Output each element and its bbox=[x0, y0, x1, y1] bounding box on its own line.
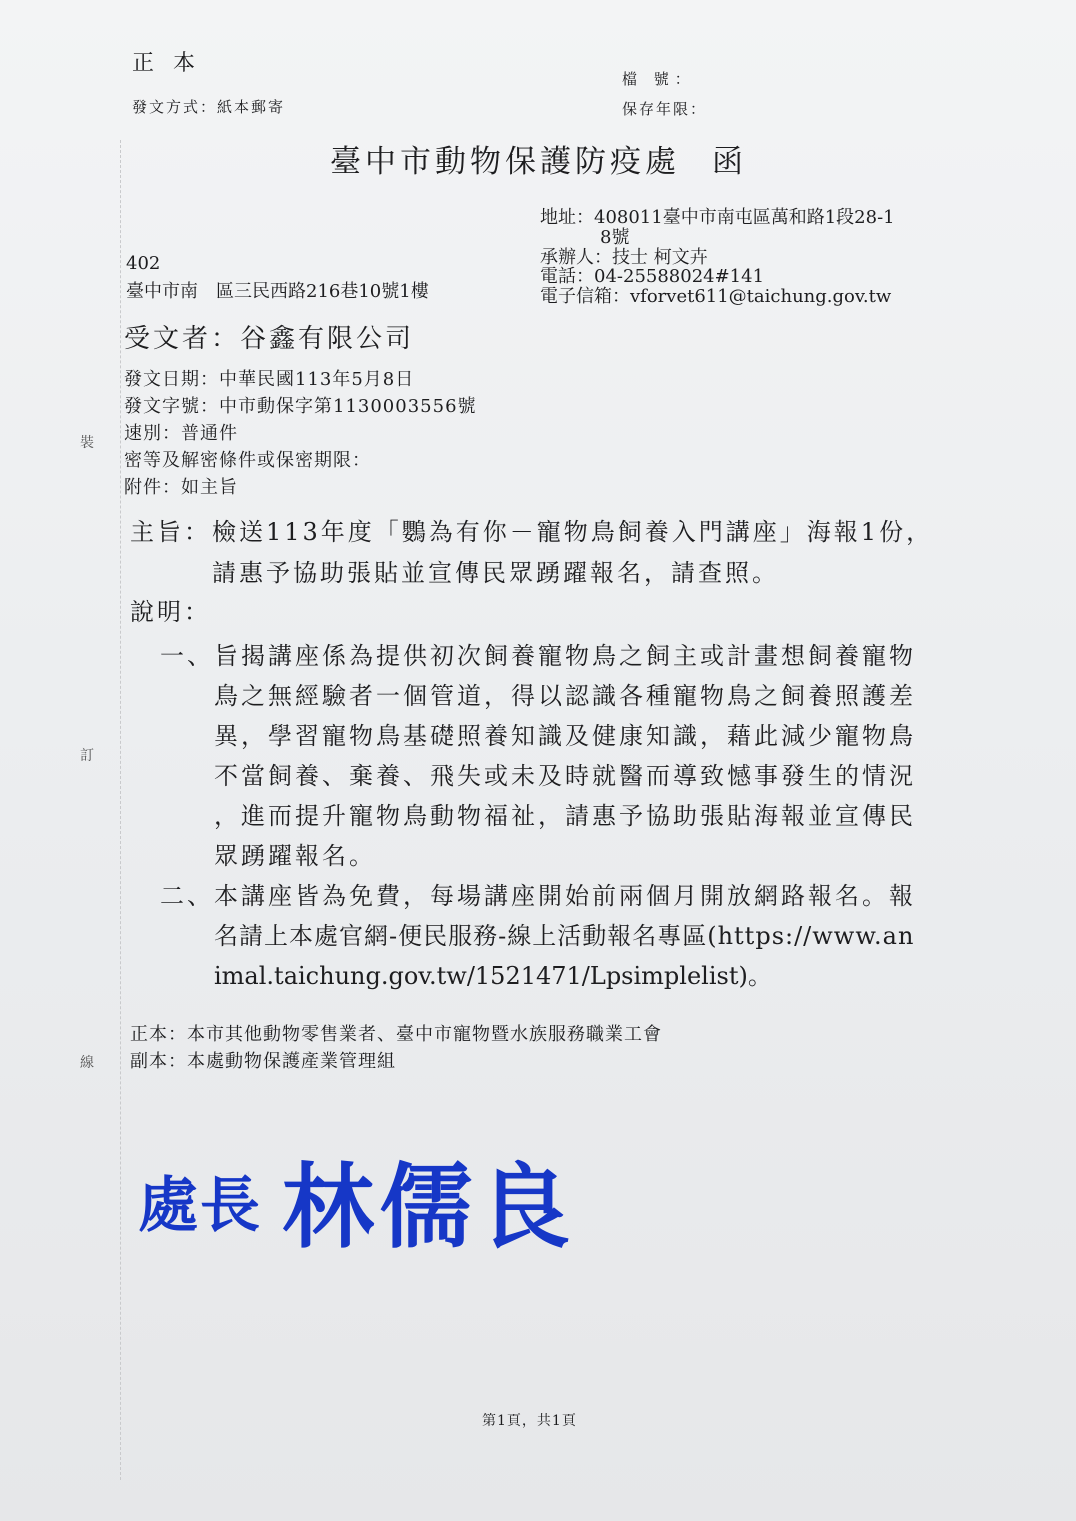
item1-line: 不當飼養、棄養、飛失或未及時就醫而導致憾事發生的情況 bbox=[214, 762, 916, 790]
sender-address-line1: 地址：408011臺中市南屯區萬和路1段28-1 bbox=[540, 207, 895, 228]
item1-line: 眾踴躍報名。 bbox=[214, 842, 376, 870]
file-number-label: 檔 號： bbox=[622, 70, 696, 88]
speed-class: 速別：普通件 bbox=[124, 423, 238, 444]
distribution-copy: 副本：本處動物保護產業管理組 bbox=[130, 1051, 396, 1072]
item1-line: ，進而提升寵物鳥動物福祉，請惠予協助張貼海報並宣傳民 bbox=[214, 802, 916, 830]
postal-code: 402 bbox=[126, 253, 161, 274]
item1-line: 異，學習寵物鳥基礎照養知識及健康知識，藉此減少寵物鳥 bbox=[214, 722, 916, 750]
handler: 承辦人：技士 柯文卉 bbox=[540, 247, 708, 268]
issue-date: 發文日期：中華民國113年5月8日 bbox=[124, 369, 415, 390]
recipient-address: 臺中市南 區三民西路216巷10號1樓 bbox=[126, 281, 429, 302]
agency-title: 臺中市動物保護防疫處 bbox=[330, 144, 680, 180]
item1-line: 鳥之無經驗者一個管道，得以認識各種寵物鳥之飼養照護差 bbox=[214, 682, 916, 710]
email: 電子信箱：vforvet611@taichung.gov.tw bbox=[540, 286, 892, 307]
document-type: 函 bbox=[712, 144, 747, 180]
retention-label: 保存年限： bbox=[622, 100, 708, 118]
item1-number: 一、 bbox=[160, 642, 214, 670]
subject-line2: 請惠予協助張貼並宣傳民眾踴躍報名，請查照。 bbox=[212, 559, 779, 587]
document-number: 發文字號：中市動保字第1130003556號 bbox=[124, 396, 477, 417]
copy-label: 正 本 bbox=[132, 51, 201, 76]
signature-title: 處長 bbox=[138, 1171, 262, 1241]
binding-mark-zhuang: 裝 bbox=[80, 435, 94, 451]
page-number: 第1頁，共1頁 bbox=[482, 1413, 577, 1429]
binding-mark-ding: 訂 bbox=[80, 748, 94, 764]
binding-mark-xian: 線 bbox=[80, 1055, 94, 1071]
secrecy-level: 密等及解密條件或保密期限： bbox=[124, 450, 371, 471]
signature-name: 林儒良 bbox=[282, 1153, 577, 1261]
explanation-label: 說明： bbox=[130, 598, 211, 626]
phone: 電話：04-25588024#141 bbox=[540, 266, 765, 287]
subject-line1: 檢送113年度「鸚為有你－寵物鳥飼養入門講座」海報1份， bbox=[212, 518, 934, 546]
attachment: 附件：如主旨 bbox=[124, 477, 238, 498]
item2-number: 二、 bbox=[160, 882, 214, 910]
binding-line bbox=[120, 140, 121, 1480]
item2-line: 本講座皆為免費，每場講座開始前兩個月開放網路報名。報 bbox=[214, 882, 916, 910]
item2-line: imal.taichung.gov.tw/1521471/Lpsimplelist)。 bbox=[214, 962, 772, 990]
recipient: 受文者：谷鑫有限公司 bbox=[124, 324, 415, 354]
item1-line: 旨揭講座係為提供初次飼養寵物鳥之飼主或計畫想飼養寵物 bbox=[214, 642, 916, 670]
subject-label: 主旨： bbox=[130, 518, 211, 546]
sender-address-line2: 8號 bbox=[600, 227, 630, 248]
item2-line: 名請上本處官網-便民服務-線上活動報名專區(https://www.an bbox=[214, 922, 915, 950]
distribution-original: 正本：本市其他動物零售業者、臺中市寵物暨水族服務職業工會 bbox=[130, 1024, 662, 1045]
delivery-method: 發文方式：紙本郵寄 bbox=[132, 98, 286, 116]
